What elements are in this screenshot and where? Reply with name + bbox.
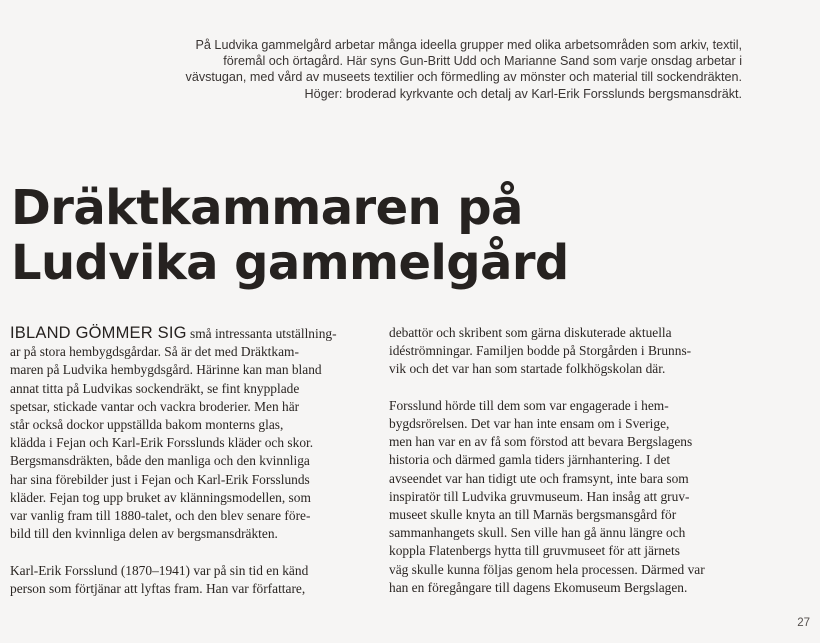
body-line: ar på stora hembygdsgårdar. Så är det med Dräktkam- <box>10 344 299 360</box>
body-line-text: små intressanta utställning- <box>186 326 337 341</box>
body-line: väg skulle kunna följas genom hela processen. Därmed var <box>389 561 705 577</box>
lead-in: IBLAND GÖMMER SIG <box>10 324 187 342</box>
body-line: inspiratör till Ludvika gruvmuseum. Han insåg att gruv- <box>389 488 690 504</box>
paragraph-gap <box>10 543 370 561</box>
body-line: annat titta på Ludvikas sockendräkt, se fint knypplade <box>10 380 300 396</box>
body-line: han en föregångare till dagens Ekomuseum Bergslagen. <box>389 579 688 595</box>
body-line: museet skulle knyta an till Marnäs bergsmansgård för <box>389 507 677 523</box>
body-line: maren på Ludvika hembygdsgård. Härinne kan man bland <box>10 362 322 378</box>
body-line: Forsslund hörde till dem som var engagerade i hem- <box>389 397 669 413</box>
paragraph-gap <box>389 379 749 397</box>
body-column-right <box>389 324 749 597</box>
body-line: Bergsmansdräkten, både den manliga och den kvinnliga <box>10 453 310 469</box>
article-title <box>11 181 569 291</box>
body-line: historia och därmed gamla tiders järnhantering. I det <box>389 452 671 468</box>
body-line: vik och det var han som startade folkhögskolan där. <box>389 361 666 377</box>
title-line-1: Dräktkammaren på <box>11 180 523 236</box>
body-line: person som förtjänar att lyftas fram. Han var författare, <box>10 580 306 596</box>
page-number: 27 <box>797 617 810 629</box>
body-column-left <box>10 324 370 598</box>
body-line: har sina förebilder just i Fejan och Karl-Erik Forsslunds <box>10 471 310 487</box>
body-line: står också dockor uppställda bakom monterns glas, <box>10 417 284 433</box>
caption-line: Höger: broderad kyrkvante och detalj av Karl-Erik Forsslunds bergsmansdräkt. <box>304 86 742 101</box>
photo-caption <box>120 37 742 102</box>
body-line: klädda i Fejan och Karl-Erik Forsslunds kläder och skor. <box>10 435 314 451</box>
body-line: var vanlig fram till 1880-talet, och den blev senare före- <box>10 508 311 524</box>
body-line: men han var en av få som förstod att bevara Bergslagens <box>389 434 693 450</box>
body-line: debattör och skribent som gärna diskuterade aktuella <box>389 325 672 340</box>
body-line: idéströmningar. Familjen bodde på Storgården i Brunns- <box>389 343 692 359</box>
body-line <box>10 324 370 343</box>
body-line: spetsar, stickade vantar och vackra broderier. Men här <box>10 398 300 414</box>
body-line: sammanhangets skull. Sen ville han gå ännu längre och <box>389 525 686 541</box>
caption-line: vävstugan, med vård av museets textilier och förmedling av mönster och material till sockendräkten. <box>185 70 742 85</box>
title-line-2: Ludvika gammelgård <box>11 235 569 291</box>
body-line: kläder. Fejan tog upp bruket av klänningsmodellen, som <box>10 489 311 505</box>
body-line: bygdsrörelsen. Det var han inte ensam om i Sverige, <box>389 416 670 431</box>
body-line: bild till den kvinnliga delen av bergsmansdräkten. <box>10 526 278 542</box>
caption-line: På Ludvika gammelgård arbetar många ideella grupper med olika arbetsområden som arkiv, textil, <box>195 38 742 52</box>
body-line: koppla Flatenbergs hytta till gruvmuseet för att järnets <box>389 543 680 559</box>
caption-line: föremål och örtagård. Här syns Gun-Britt Udd och Marianne Sand som varje onsdag arbetar i <box>223 54 742 69</box>
body-line: avseendet var han tidigt ute och framsynt, inte bara som <box>389 470 689 486</box>
body-line: Karl-Erik Forsslund (1870–1941) var på sin tid en känd <box>10 562 309 578</box>
